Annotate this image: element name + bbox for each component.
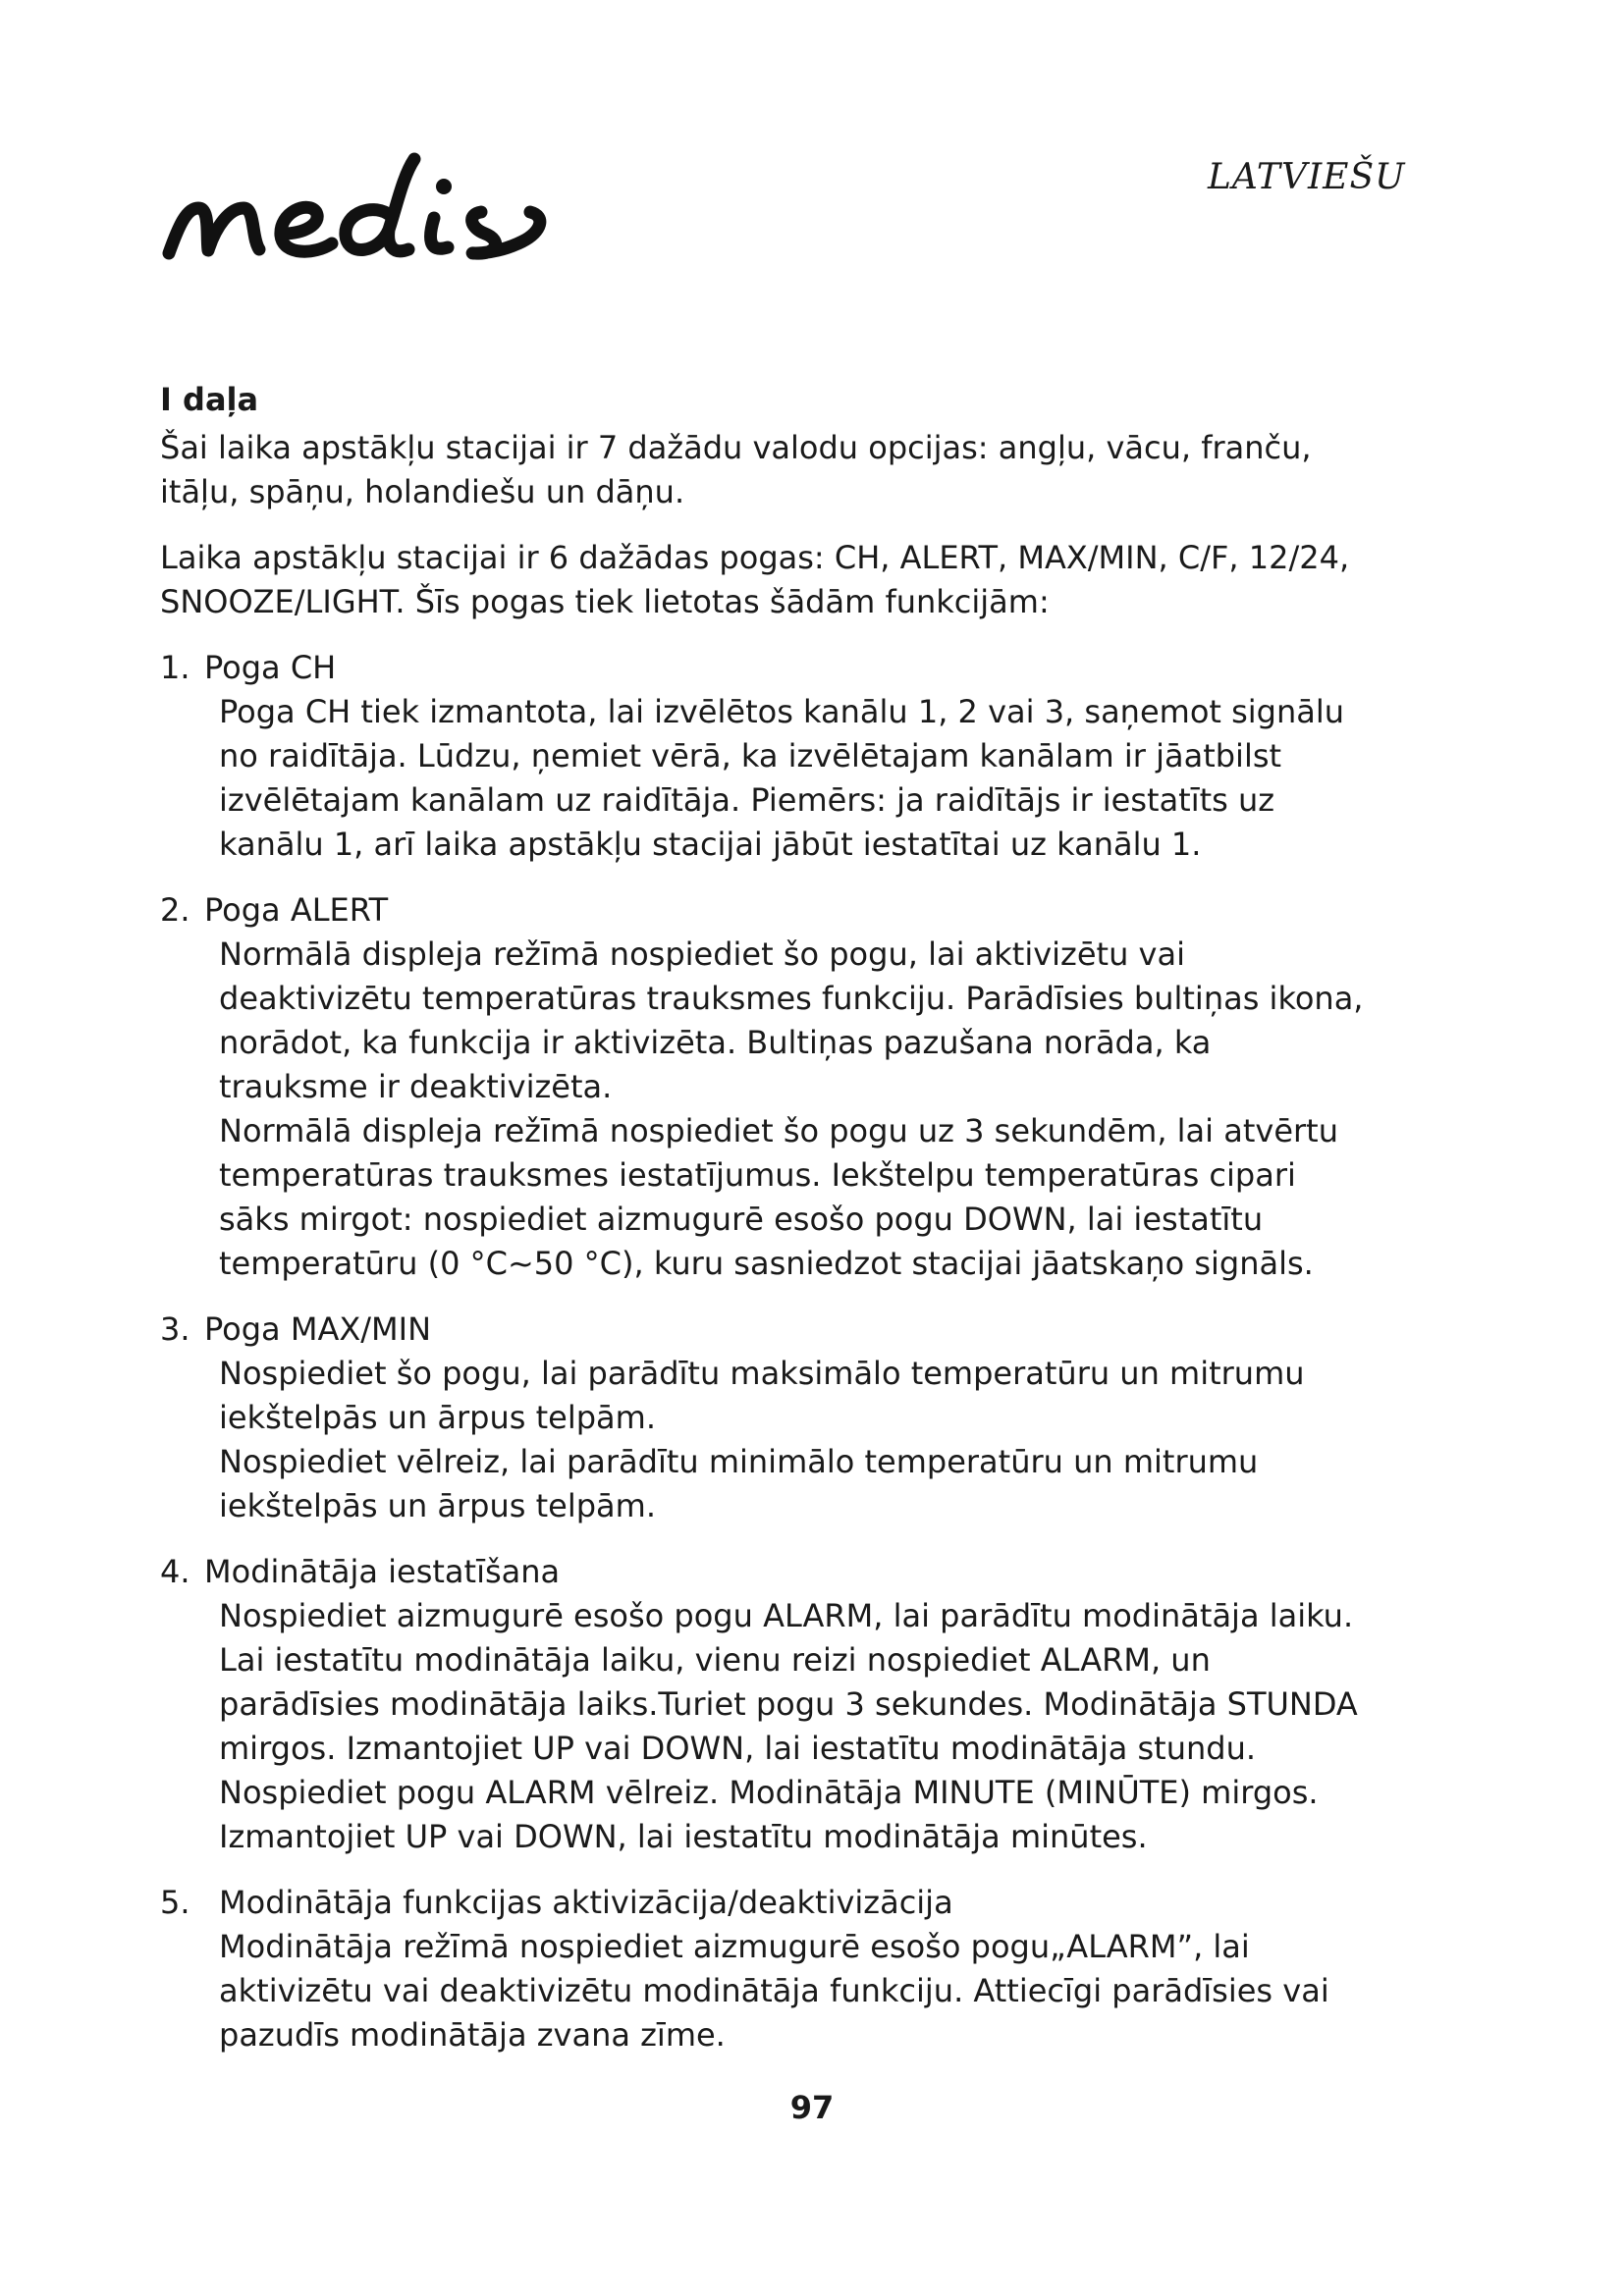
list-item: [160, 1308, 1368, 1528]
item-text: Poga CH tiek izmantota, lai izvēlētos kanālu 1, 2 vai 3, saņemot signālu no raidītāja. Lūdzu, ņemiet vērā, ka izvēlētajam kanālam ir jāatbilst izvēlētajam kanālam uz raidītāja. Piemērs: ja raidītājs ir iestatīts uz kanālu 1, arī laika apstākļu stacijai jābūt iestatītai uz kanālu 1.: [219, 693, 1345, 863]
item-title: Poga MAX/MIN: [204, 1310, 432, 1348]
item-title: Modinātāja iestatīšana: [204, 1553, 561, 1590]
page-number: 97: [789, 2089, 835, 2126]
list-item: [160, 1881, 1368, 2057]
document-body: [160, 378, 1368, 2079]
item-title: Poga CH: [204, 649, 337, 686]
item-number: 2.: [160, 891, 190, 929]
list-item: [160, 646, 1368, 867]
item-title: Modinātāja funkcijas aktivizācija/deaktivizācija: [219, 1884, 953, 1921]
item-text: Normālā displeja režīmā nospiediet šo pogu, lai aktivizētu vai deaktivizētu temperatūras trauksmes funkciju. Parādīsies bultiņas ikona, norādot, ka funkcija ir aktivizēta. Bultiņas pazušana norāda, ka trauksme ir deaktivizēta.: [219, 935, 1364, 1105]
item-text: Normālā displeja režīmā nospiediet šo pogu uz 3 sekundēm, lai atvērtu temperatūras trauksmes iestatījumus. Iekštelpu temperatūras cipari sāks mirgot: nospiediet aizmugurē esošo pogu DOWN, lai iestatītu temperatūru (0 °C~50 °C), kuru sasniedzot stacijai jāatskaņo signāls.: [219, 1112, 1338, 1282]
item-text: Nospiediet aizmugurē esošo pogu ALARM, lai parādītu modinātāja laiku.: [219, 1597, 1354, 1634]
item-text: Nospiediet pogu ALARM vēlreiz. Modinātāja MINUTE (MINŪTE) mirgos. Izmantojiet UP vai DOWN, lai iestatītu modinātāja minūtes.: [219, 1774, 1319, 1855]
section-title: I daļa: [160, 381, 259, 418]
button-list: [160, 646, 1368, 2057]
intro-paragraph: Laika apstākļu stacijai ir 6 dažādas pogas: CH, ALERT, MAX/MIN, C/F, 12/24, SNOOZE/LIGHT. Šīs pogas tiek lietotas šādām funkcijām:: [160, 539, 1350, 620]
intro-paragraph: Šai laika apstākļu stacijai ir 7 dažādu valodu opcijas: angļu, vācu, franču, itāļu, spāņu, holandiešu un dāņu.: [160, 429, 1312, 510]
item-number: 4.: [160, 1553, 190, 1590]
item-text: Nospiediet vēlreiz, lai parādītu minimālo temperatūru un mitrumu iekštelpās un ārpus telpām.: [219, 1443, 1259, 1524]
item-title: Poga ALERT: [204, 891, 389, 929]
list-item: [160, 888, 1368, 1286]
item-text: Nospiediet šo pogu, lai parādītu maksimālo temperatūru un mitrumu iekštelpās un ārpus telpām.: [219, 1355, 1305, 1436]
item-number: 1.: [160, 649, 190, 686]
language-label: LATVIEŠU: [1208, 157, 1406, 197]
item-text: Lai iestatītu modinātāja laiku, vienu reizi nospiediet ALARM, un parādīsies modinātāja laiks.Turiet pogu 3 sekundes. Modinātāja STUNDA mirgos. Izmantojiet UP vai DOWN, lai iestatītu modinātāja stundu.: [219, 1641, 1358, 1767]
item-number: 3.: [160, 1310, 190, 1348]
item-number: 5.: [160, 1884, 190, 1921]
nedis-logo: [157, 147, 609, 275]
list-item: [160, 1550, 1368, 1859]
item-text: Modinātāja režīmā nospiediet aizmugurē esošo pogu„ALARM”, lai aktivizētu vai deaktivizētu modinātāja funkciju. Attiecīgi parādīsies vai pazudīs modinātāja zvana zīme.: [219, 1928, 1329, 2054]
